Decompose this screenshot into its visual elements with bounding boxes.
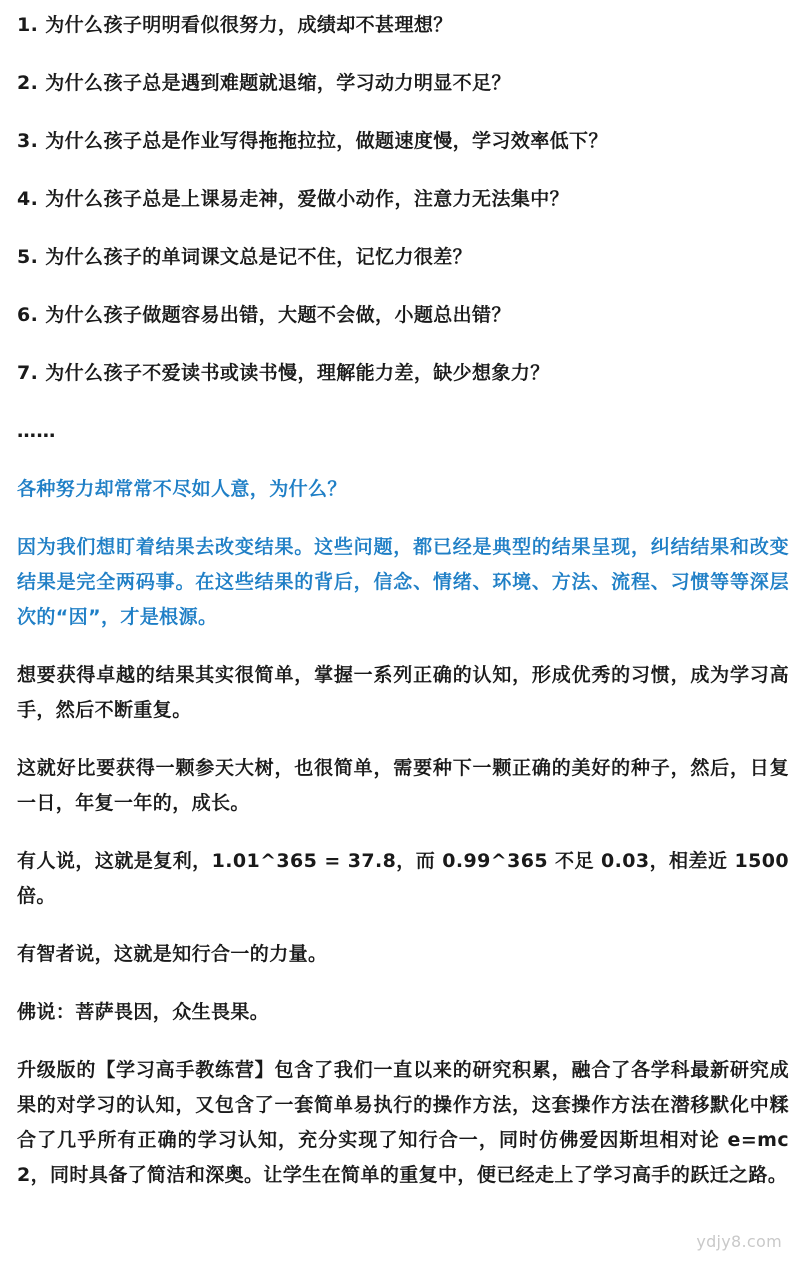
question-7: 7. 为什么孩子不爱读书或读书慢，理解能力差，缺少想象力？ xyxy=(17,362,550,384)
question-2: 2. 为什么孩子总是遇到难题就退缩，学习动力明显不足？ xyxy=(17,72,511,94)
question-1: 1. 为什么孩子明明看似很努力，成绩却不甚理想？ xyxy=(17,14,453,36)
paragraph-tree: 这就好比要获得一颗参天大树，也很简单，需要种下一颗正确的美好的种子，然后，日复一日，年复一年的，成长。 xyxy=(17,757,789,814)
ellipsis: …… xyxy=(17,420,56,442)
paragraph-wise: 有智者说，这就是知行合一的力量。 xyxy=(17,943,328,965)
paragraph-compound: 有人说，这就是复利，1.01^365 = 37.8，而 0.99^365 不足 0.03，相差近 1500 倍。 xyxy=(17,850,789,907)
site-watermark: ydjy8.com xyxy=(696,1232,782,1251)
question-4: 4. 为什么孩子总是上课易走神，爱做小动作，注意力无法集中？ xyxy=(17,188,570,210)
paragraph-camp: 升级版的【学习高手教练营】包含了我们一直以来的研究积累，融合了各学科最新研究成果的对学习的认知，又包含了一套简单易执行的操作方法，这套操作方法在潜移默化中糅合了几乎所有正确的学习认知，充分实现了知行合一，同时仿佛爱因斯坦相对论 e=mc2，同时具备了简洁和深奥。让学生在简单的重复中，便已经走上了学习高手的跃迁之路。 xyxy=(17,1059,789,1186)
highlight-answer: 因为我们想盯着结果去改变结果。这些问题，都已经是典型的结果呈现，纠结结果和改变结果是完全两码事。在这些结果的背后，信念、情绪、环境、方法、流程、习惯等等深层次的“因”，才是根源。 xyxy=(17,536,789,628)
paragraph-excellence: 想要获得卓越的结果其实很简单，掌握一系列正确的认知，形成优秀的习惯，成为学习高手，然后不断重复。 xyxy=(17,664,789,721)
article-body xyxy=(17,8,789,1216)
question-5: 5. 为什么孩子的单词课文总是记不住，记忆力很差？ xyxy=(17,246,473,268)
question-3: 3. 为什么孩子总是作业写得拖拖拉拉，做题速度慢，学习效率低下？ xyxy=(17,130,608,152)
question-6: 6. 为什么孩子做题容易出错，大题不会做，小题总出错？ xyxy=(17,304,511,326)
highlight-question: 各种努力却常常不尽如人意，为什么？ xyxy=(17,478,347,500)
paragraph-buddha: 佛说：菩萨畏因，众生畏果。 xyxy=(17,1001,270,1023)
